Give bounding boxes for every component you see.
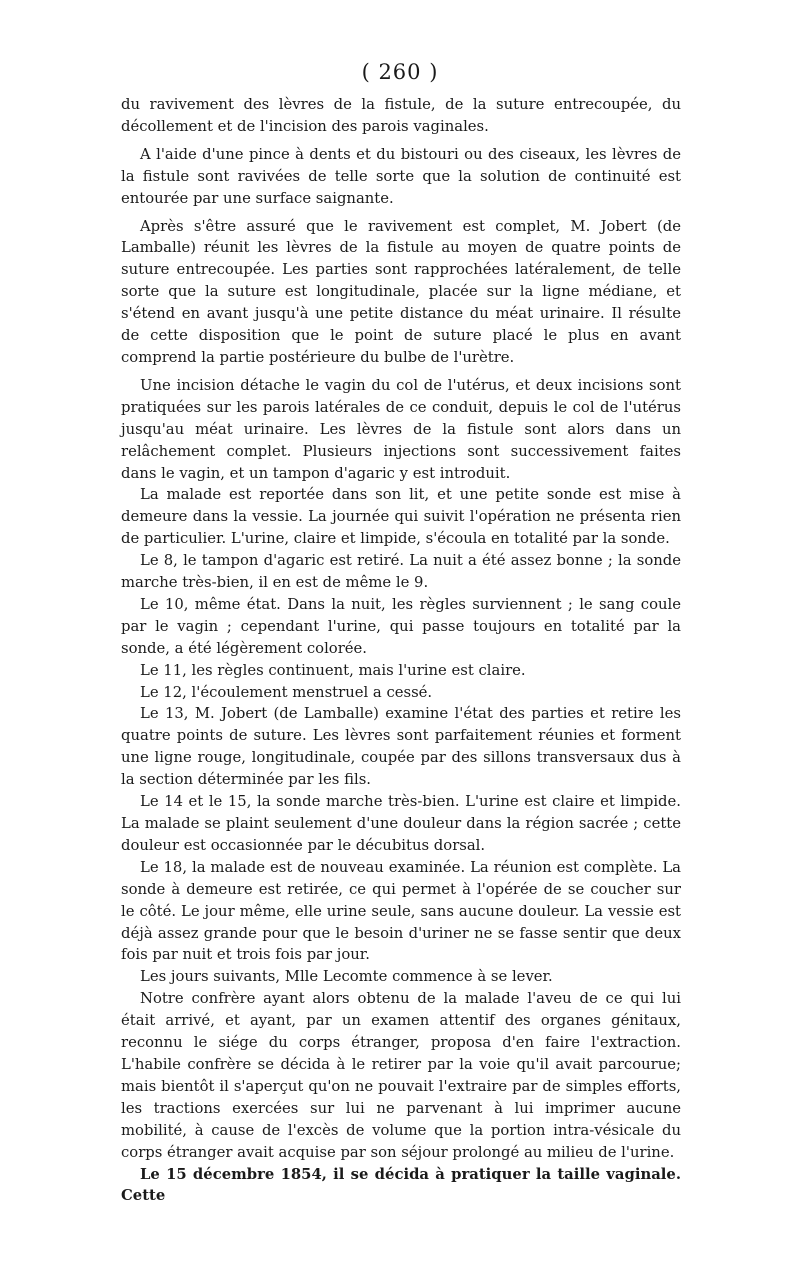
paragraph: Le 12, l'écoulement menstruel a cessé. (140, 683, 433, 701)
paragraph: Après s'être assuré que le ravivement est complet, M. Jobert (de Lamballe) réunit les lèvres de la fistule au moyen de quatre points de suture entrecoupée. Les parties sont rapprochées latéralement, de telle sorte que la suture est longitudinale, placée sur la ligne médiane, et s'étend en avant jusqu'à une petite distance du méat urinaire. Il résulte de cette disposition que le point de suture placé le plus en avant comprend la partie postérieure du bulbe de l'urètre. (121, 217, 681, 366)
paragraph: Le 10, même état. Dans la nuit, les règles surviennent ; le sang coule par le vagin ; cependant l'urine, qui passe toujours en totalité par la sonde, a été légèrement colorée. (121, 595, 681, 657)
paragraph: Le 14 et le 15, la sonde marche très-bien. L'urine est claire et limpide. La malade se plaint seulement d'une douleur dans la région sacrée ; cette douleur est occasionnée par le décubitus dorsal. (121, 793, 681, 854)
paragraph: Une incision détache le vagin du col de l'utérus, et deux incisions sont pratiquées sur les parois latérales de ce conduit, depuis le col de l'utérus jusqu'au méat urinaire. Les lèvres de la fistule sont alors dans un relâchement complet. Plusieurs injections sont successivement faites dans le vagin, et un tampon d'agaric y est introduit. (121, 376, 681, 482)
paragraph: A l'aide d'une pince à dents et du bistouri ou des ciseaux, les lèvres de la fistule sont ravivées de telle sorte que la solution de continuité est entourée par une surface saignante. (121, 145, 681, 207)
paragraph: Le 11, les règles continuent, mais l'urine est claire. (140, 661, 526, 679)
paragraph: Le 13, M. Jobert (de Lamballe) examine l'état des parties et retire les quatre points de suture. Les lèvres sont parfaitement réunies et forment une ligne rouge, longitudinale, coupée par des sillons transversaux dus à la section déterminée par les fils. (121, 705, 681, 789)
paragraph: Le 8, le tampon d'agaric est retiré. La nuit a été assez bonne ; la sonde marche très-bien, il en est de même le 9. (121, 552, 681, 592)
paragraph: Le 18, la malade est de nouveau examinée. La réunion est complète. La sonde à demeure est retirée, ce qui permet à l'opérée de se coucher sur le côté. Le jour même, elle urine seule, sans aucune douleur. La vessie est déjà assez grande pour que le besoin d'uriner ne se fasse sentir que deux fois par nuit et trois fois par jour. (121, 858, 681, 964)
paragraph: Le 15 décembre 1854, il se décida à pratiquer la taille vaginale. Cette (121, 1165, 681, 1205)
page-number: ( 260 ) (361, 60, 439, 84)
paragraph: La malade est reportée dans son lit, et une petite sonde est mise à demeure dans la vessie. La journée qui suivit l'opération ne présenta rien de particulier. L'urine, claire et limpide, s'écoula en totalité par la sonde. (121, 486, 681, 548)
body-text (121, 94, 681, 1207)
paragraph: du ravivement des lèvres de la fistule, de la suture entrecoupée, du décollement et de l'incision des parois vaginales. (121, 96, 681, 135)
paragraph: Notre confrère ayant alors obtenu de la malade l'aveu de ce qui lui était arrivé, et ayant, par un examen attentif des organes génitaux, reconnu le siége du corps étranger, proposa d'en faire l'extraction. L'habile confrère se décida à le retirer par la voie qu'il avait parcourue; mais bientôt il s'aperçut qu'on ne pouvait l'extraire par de simples efforts, les tractions exercées sur lui ne parvenant à lui imprimer aucune mobilité, à cause de l'excès de volume que la portion intra-vésicale du corps étranger avait acquise par son séjour prolongé au milieu de l'urine. (121, 990, 681, 1161)
paragraph: Les jours suivants, Mlle Lecomte commence à se lever. (140, 968, 553, 986)
